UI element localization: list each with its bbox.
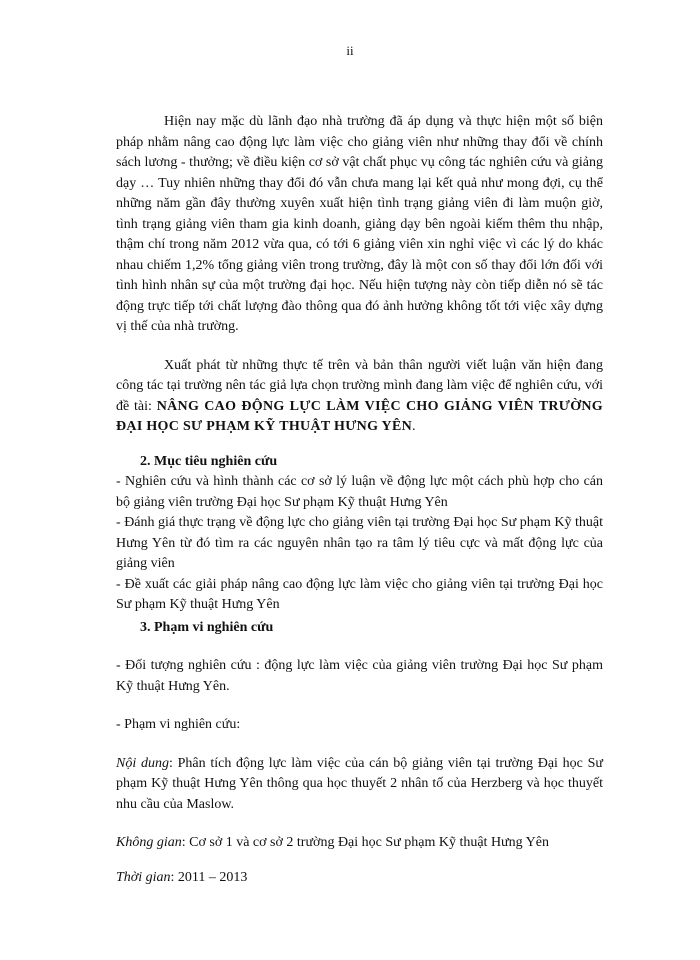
research-object: - Đối tượng nghiên cứu : động lực làm việc của giảng viên trường Đại học Sư phạm Kỹ thuật Hưng Yên. — [116, 658, 603, 694]
paragraph-current-situation: Hiện nay mặc dù lãnh đạo nhà trường đã áp dụng và thực hiện một số biện pháp nhằm nâng cao động lực làm việc cho giảng viên như những thay đổi về chính sách lương - thưởng; về điều kiện cơ sở vật chất phục vụ công tác nghiên cứu và giảng dạy … Tuy nhiên những thay đổi đó vẫn chưa mang lại kết quả như mong đợi, cụ thể những năm gần đây thường xuyên xuất hiện tình trạng giảng viên đi làm muộn giờ, tình trạng giảng viên tham gia kinh doanh, giảng dạy bên ngoài kiếm thêm thu nhập, thậm chí trong năm 2012 vừa qua, có tới 6 giảng viên xin nghỉ việc vì các lý do khác nhau chiếm 1,2% tổng giảng viên trong trường, đây là một con số thay đổi lớn đối với tình hình nhân sự của một trường đại học. Nếu hiện tượng này còn tiếp diễn nó sẽ tác động trực tiếp tới chất lượng đào thông qua đó ảnh hưởng không tốt tới việc xây dựng vị thế của nhà trường. — [116, 114, 603, 334]
research-scope: - Phạm vi nghiên cứu: — [116, 717, 241, 732]
objective-item-3: - Đề xuất các giải pháp nâng cao động lực làm việc cho giảng viên tại trường Đại học Sư phạm Kỹ thuật Hưng Yên — [116, 576, 603, 612]
content-label: Nội dung — [116, 755, 169, 771]
topic-intro: Xuất phát từ những thực tế trên và bản thân người viết luận văn hiện đang công tác tại trường nên tác giả lựa chọn trường mình đang làm việc để nghiên cứu, với đề tài: — [116, 357, 603, 414]
document-body — [116, 112, 603, 888]
scope-space — [116, 833, 603, 854]
objective-item-1: - Nghiên cứu và hình thành các cơ sở lý luận về động lực một cách phù hợp cho cán bộ giảng viên trường Đại học Sư phạm Kỹ thuật Hưng Yên — [116, 474, 603, 510]
time-text: : 2011 – 2013 — [170, 869, 248, 885]
scope-content — [116, 754, 603, 816]
section-3-heading: 3. Phạm vi nghiên cứu — [140, 619, 274, 635]
topic-end: . — [412, 419, 416, 434]
page-number: ii — [346, 43, 354, 58]
space-label: Không gian — [116, 835, 182, 850]
space-text: : Cơ sở 1 và cơ sở 2 trường Đại học Sư phạm Kỹ thuật Hưng Yên — [181, 835, 549, 850]
section-2-heading: 2. Mục tiêu nghiên cứu — [140, 453, 278, 469]
topic-title: NÂNG CAO ĐỘNG LỰC LÀM VIỆC CHO GIẢNG VIÊN TRƯỜNG ĐẠI HỌC SƯ PHẠM KỸ THUẬT HƯNG YÊN — [116, 398, 603, 434]
scope-time — [116, 868, 603, 889]
objective-item-2: - Đánh giá thực trạng về động lực cho giảng viên tại trường Đại học Sư phạm Kỹ thuật Hưng Yên từ đó tìm ra các nguyên nhân tạo ra tâm lý tiêu cực và mất động lực của giảng viên — [116, 515, 603, 571]
time-label: Thời gian — [116, 869, 171, 885]
content-text: : Phân tích động lực làm việc của cán bộ giảng viên tại trường Đại học Sư phạm Kỹ thuật Hưng Yên thông qua học thuyết 2 nhân tố của Herzberg và học thuyết nhu cầu của Maslow. — [116, 755, 603, 812]
paragraph-topic — [116, 356, 603, 438]
